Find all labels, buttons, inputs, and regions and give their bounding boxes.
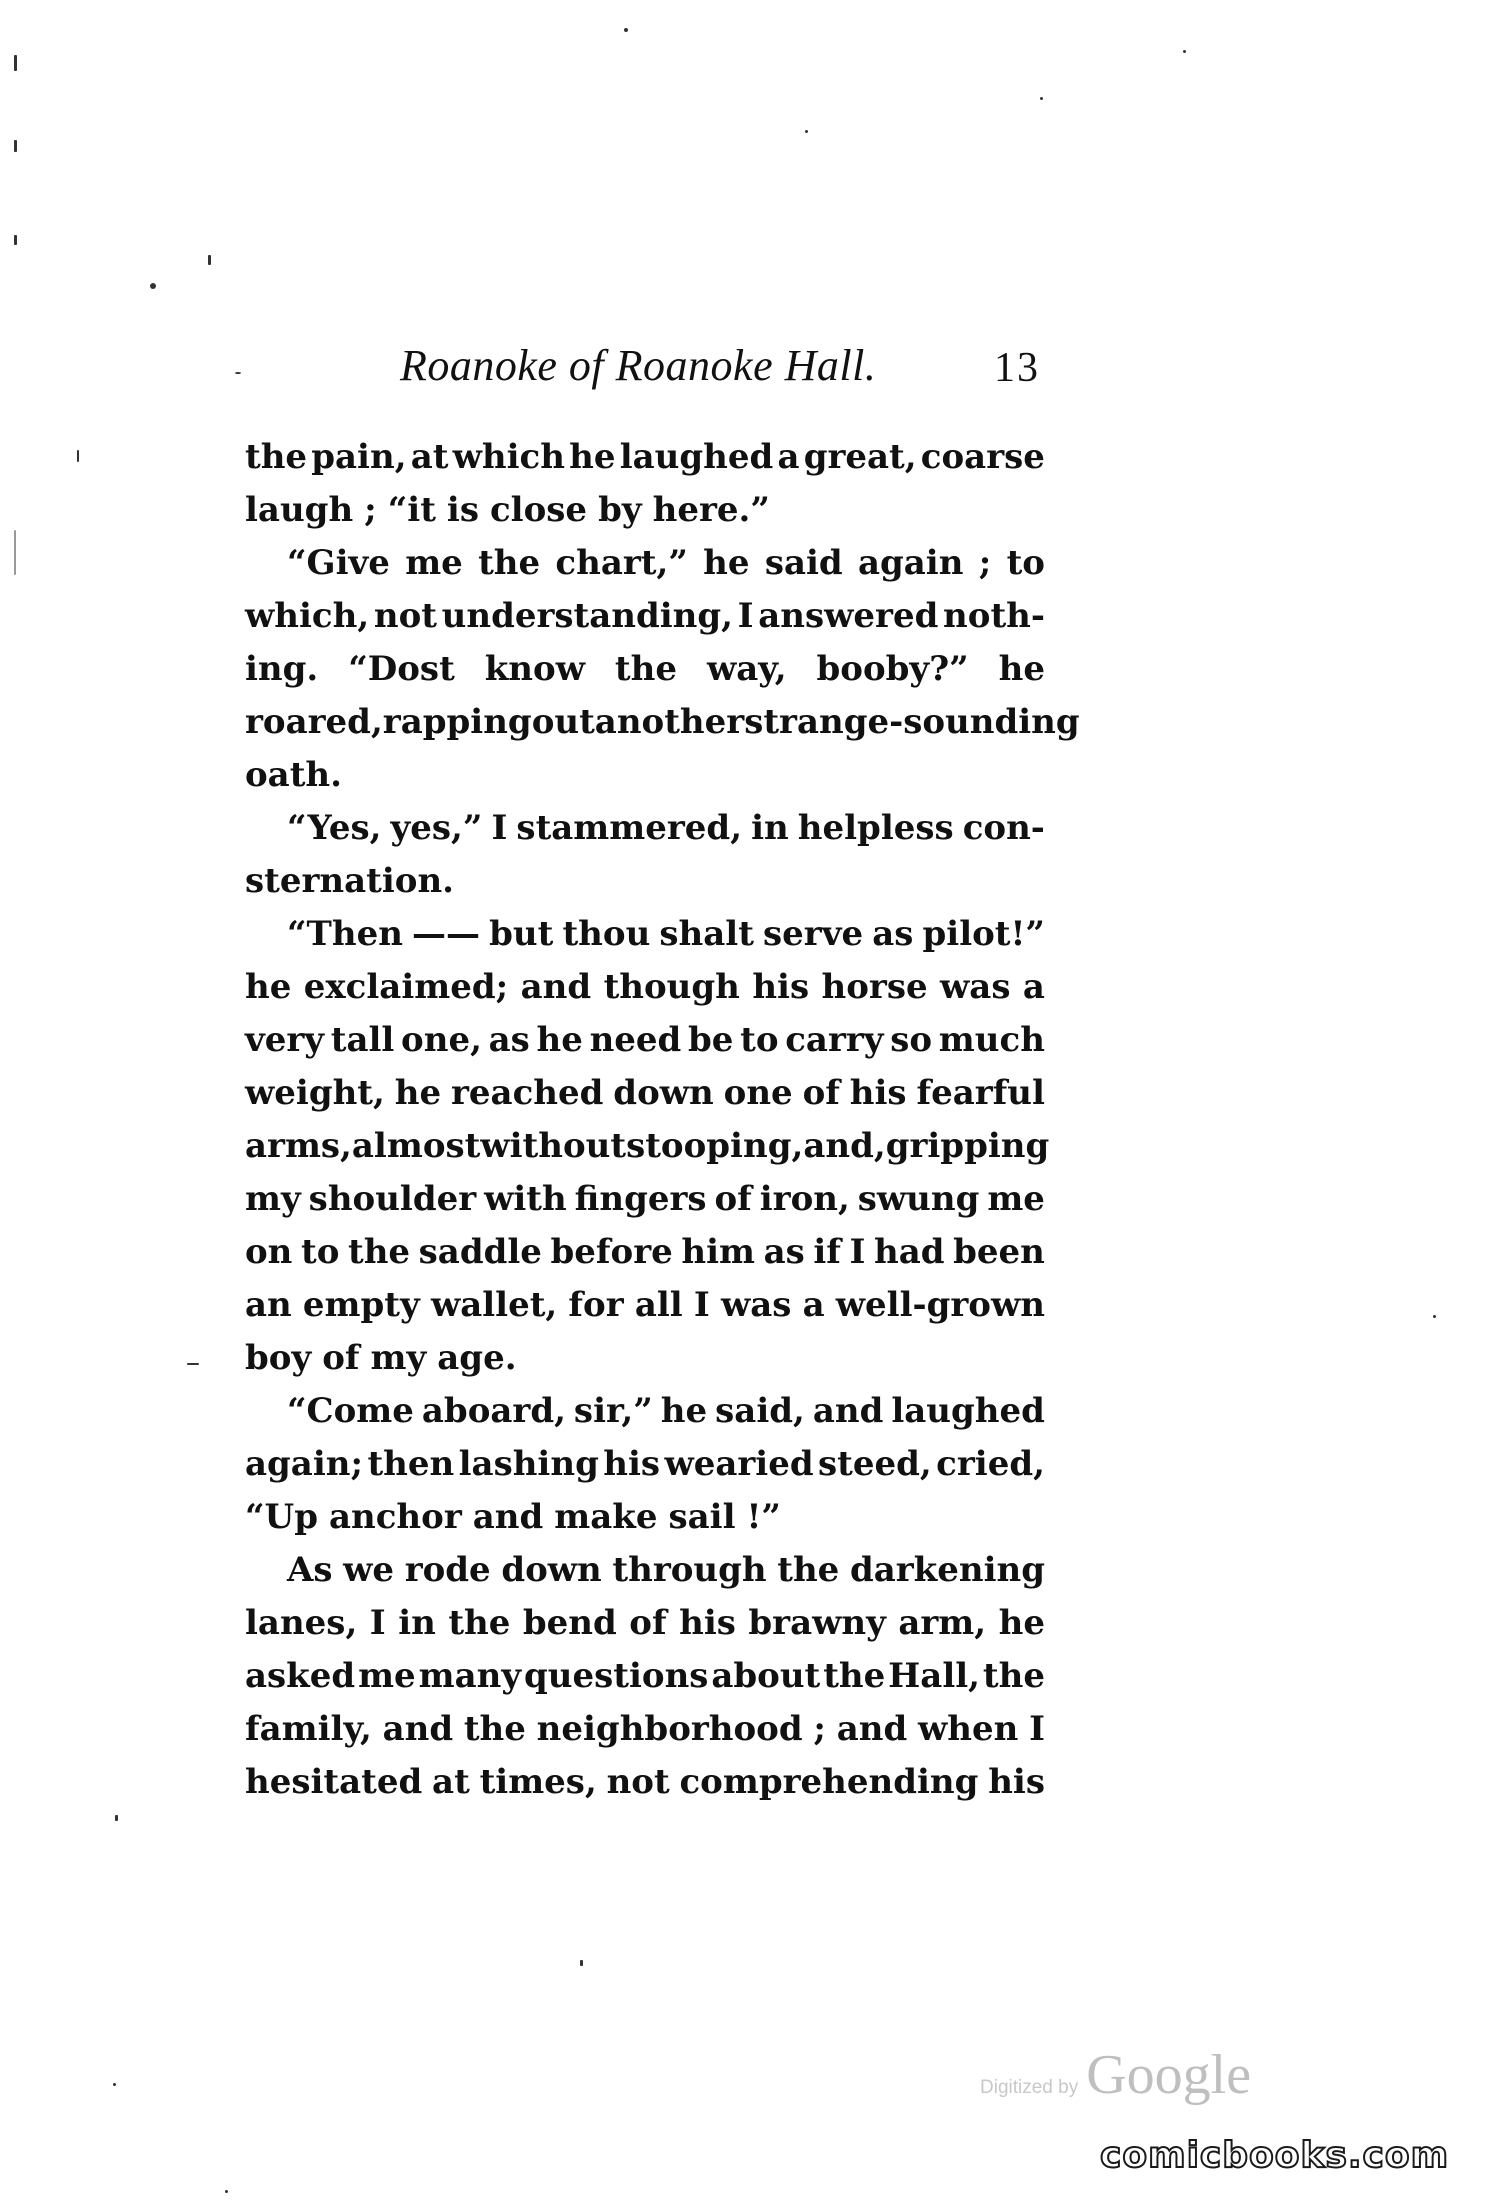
word: my — [370, 1338, 427, 1378]
word: !” — [746, 1497, 781, 1537]
word: for — [568, 1285, 624, 1325]
word: been — [953, 1232, 1045, 1272]
word: at — [432, 1762, 470, 1802]
google-logo: Google — [1086, 2044, 1252, 2106]
word: oath. — [245, 755, 342, 795]
word: stooping, — [626, 1126, 804, 1166]
text-line — [245, 1332, 1045, 1385]
scan-speck — [208, 255, 211, 265]
word: and — [812, 1391, 884, 1431]
scan-speck — [1433, 1315, 1436, 1318]
word: brawny — [748, 1603, 886, 1643]
word: which, — [245, 596, 370, 636]
text-line — [245, 1067, 1045, 1120]
text-line — [245, 1120, 1050, 1173]
text-line — [245, 1173, 1045, 1226]
word: the — [463, 1709, 526, 1749]
scan-speck — [113, 2083, 116, 2086]
scan-speck — [115, 1815, 118, 1821]
word: me — [987, 1179, 1045, 1219]
word: I — [849, 1232, 866, 1272]
scan-speck — [624, 28, 628, 32]
digitized-watermark — [980, 2043, 1251, 2107]
word: we — [343, 1550, 395, 1590]
word: he — [660, 1391, 708, 1431]
word: said — [764, 543, 843, 583]
word: coarse — [920, 437, 1045, 477]
running-title: Roanoke of Roanoke Hall. — [400, 341, 877, 390]
word: close — [489, 490, 588, 530]
word: well-grown — [835, 1285, 1045, 1325]
word: so — [890, 1020, 933, 1060]
word: way, — [706, 649, 787, 689]
word: iron, — [759, 1179, 850, 1219]
word: to — [740, 1020, 779, 1060]
body-text — [245, 431, 1080, 1809]
word: down — [613, 1073, 714, 1113]
scan-speck — [235, 372, 241, 374]
word: in — [751, 808, 789, 848]
word: arm, — [898, 1603, 987, 1643]
word: but — [489, 914, 554, 954]
word: ; — [364, 490, 377, 530]
word: pilot!” — [922, 914, 1045, 954]
word: which — [452, 437, 565, 477]
page-number: 13 — [994, 345, 1040, 391]
word: times, — [479, 1762, 597, 1802]
word: he — [536, 1020, 583, 1060]
word: sail — [668, 1497, 736, 1537]
word: as — [488, 1020, 530, 1060]
word: serve — [763, 914, 864, 954]
scan-speck — [187, 1363, 199, 1365]
word: as — [872, 914, 914, 954]
word: con- — [962, 808, 1045, 848]
word: him — [681, 1232, 755, 1272]
scan-speck — [14, 235, 17, 245]
word: the — [823, 1656, 886, 1696]
word: steed, — [818, 1444, 932, 1484]
word: neighborhood — [536, 1709, 803, 1749]
word: the — [448, 1603, 511, 1643]
word: said, — [715, 1391, 805, 1431]
word: and, — [803, 1126, 886, 1166]
word: be — [688, 1020, 734, 1060]
word: chart,” — [555, 543, 688, 583]
word: —— — [412, 914, 481, 954]
word: of — [714, 1179, 752, 1219]
word: was — [940, 967, 1011, 1007]
word: great, — [803, 437, 917, 477]
text-line — [245, 484, 1045, 537]
word: and — [472, 1497, 544, 1537]
word: he — [245, 967, 292, 1007]
word: roared, — [245, 702, 383, 742]
scan-speck — [1040, 97, 1043, 100]
word: on — [245, 1232, 293, 1272]
word: helpless — [797, 808, 954, 848]
word: ing. — [245, 649, 319, 689]
text-line — [245, 1491, 1045, 1544]
text-line — [245, 855, 1045, 908]
word: his — [679, 1603, 736, 1643]
word: empty — [302, 1285, 420, 1325]
text-line — [245, 1544, 1045, 1597]
text-line — [245, 431, 1045, 484]
word: sir,” — [573, 1391, 653, 1431]
word: I — [737, 596, 754, 636]
word: darkening — [849, 1550, 1045, 1590]
word: one — [723, 1073, 793, 1113]
word: know — [484, 649, 585, 689]
word: I — [693, 1285, 710, 1325]
word: “it — [387, 490, 436, 530]
word: weight, — [245, 1073, 385, 1113]
word: many — [418, 1656, 522, 1696]
word: “Dost — [348, 649, 455, 689]
word: I — [369, 1603, 386, 1643]
word: a — [802, 1285, 825, 1325]
word: boy — [245, 1338, 312, 1378]
text-line — [245, 590, 1045, 643]
word: arms, — [245, 1126, 352, 1166]
word: “Up — [245, 1497, 318, 1537]
text-line — [245, 696, 1080, 749]
word: anchor — [328, 1497, 462, 1537]
word: “Then — [287, 914, 403, 954]
word: about — [711, 1656, 821, 1696]
word: carry — [785, 1020, 884, 1060]
word: pain, — [311, 437, 407, 477]
word: comprehending — [679, 1762, 979, 1802]
word: and — [520, 967, 592, 1007]
word: almost — [351, 1126, 481, 1166]
scan-speck — [805, 130, 808, 133]
word: he — [998, 649, 1045, 689]
word: I — [491, 808, 508, 848]
word: rapping — [382, 702, 532, 742]
word: again — [857, 543, 964, 583]
text-line — [245, 1014, 1045, 1067]
word: with — [484, 1179, 567, 1219]
word: make — [554, 1497, 658, 1537]
word: if — [813, 1232, 841, 1272]
word: here.” — [652, 490, 770, 530]
word: age. — [437, 1338, 517, 1378]
word: fearful — [916, 1073, 1045, 1113]
word: an — [245, 1285, 292, 1325]
word: thou — [562, 914, 651, 954]
word: not — [606, 1762, 670, 1802]
text-line — [245, 802, 1045, 855]
word: aboard, — [421, 1391, 566, 1431]
word: lashing — [458, 1444, 599, 1484]
word: not — [373, 596, 437, 636]
word: saddle — [418, 1232, 542, 1272]
text-line — [245, 1650, 1045, 1703]
scan-speck — [14, 530, 16, 575]
text-line — [245, 537, 1045, 590]
word: his — [849, 1073, 907, 1113]
word: rode — [404, 1550, 491, 1590]
word: sternation. — [245, 861, 454, 901]
word: asked — [245, 1656, 356, 1696]
word: he — [703, 543, 750, 583]
word: gripping — [885, 1126, 1050, 1166]
text-line — [245, 1756, 1045, 1809]
word: had — [874, 1232, 945, 1272]
word: bend — [522, 1603, 617, 1643]
word: shoulder — [308, 1179, 477, 1219]
word: Hall, — [888, 1656, 980, 1696]
word: wallet, — [430, 1285, 558, 1325]
word: then — [367, 1444, 455, 1484]
text-line — [245, 1279, 1045, 1332]
word: answered — [758, 596, 939, 636]
word: was — [720, 1285, 792, 1325]
text-line — [245, 1703, 1045, 1756]
word: stammered, — [516, 808, 743, 848]
word: of — [802, 1073, 840, 1113]
word: laughed — [619, 437, 774, 477]
word: “Yes, — [287, 808, 382, 848]
word: down — [501, 1550, 602, 1590]
word: cried, — [936, 1444, 1045, 1484]
scan-speck — [580, 1960, 583, 1966]
word: the — [347, 1232, 411, 1272]
site-stamp: comicbooks.com — [1100, 2135, 1450, 2176]
word: before — [550, 1232, 673, 1272]
word: very — [245, 1020, 325, 1060]
text-line — [245, 1385, 1045, 1438]
word: again; — [245, 1444, 364, 1484]
word: tall — [330, 1020, 395, 1060]
word: as — [763, 1232, 805, 1272]
word: through — [612, 1550, 767, 1590]
word: “Give — [287, 543, 390, 583]
word: all — [634, 1285, 683, 1325]
word: laughed — [891, 1391, 1045, 1431]
word: at — [410, 437, 449, 477]
text-line — [245, 1438, 1045, 1491]
word: though — [603, 967, 740, 1007]
word: strange-sounding — [744, 702, 1080, 742]
text-line — [245, 908, 1045, 961]
word: his — [752, 967, 810, 1007]
scan-speck — [14, 55, 17, 71]
word: swung — [857, 1179, 980, 1219]
word: the — [478, 543, 541, 583]
word: he — [569, 437, 616, 477]
scan-speck — [1183, 50, 1186, 53]
word: a — [1022, 967, 1045, 1007]
word: my — [245, 1179, 301, 1219]
word: one, — [401, 1020, 482, 1060]
word: is — [446, 490, 479, 530]
word: in — [398, 1603, 436, 1643]
word: booby?” — [816, 649, 969, 689]
word: laugh — [245, 490, 354, 530]
word: without — [480, 1126, 627, 1166]
word: fingers — [574, 1179, 707, 1219]
word: me — [358, 1656, 416, 1696]
word: exclaimed; — [303, 967, 509, 1007]
word: As — [287, 1550, 333, 1590]
running-head — [400, 340, 1040, 400]
word: hesitated — [245, 1762, 423, 1802]
word: and — [836, 1709, 908, 1749]
scan-speck — [150, 283, 156, 289]
word: family, — [245, 1709, 372, 1749]
word: when — [917, 1709, 1019, 1749]
digitized-label: Digitized by — [980, 2077, 1079, 2098]
word: understanding, — [441, 596, 733, 636]
word: the — [982, 1656, 1045, 1696]
word: horse — [821, 967, 928, 1007]
text-line — [245, 749, 1045, 802]
word: he — [394, 1073, 442, 1113]
word: of — [629, 1603, 667, 1643]
word: wearied — [664, 1444, 814, 1484]
word: I — [1029, 1709, 1045, 1749]
word: his — [988, 1762, 1045, 1802]
word: of — [322, 1338, 360, 1378]
word: the — [614, 649, 677, 689]
word: “Come — [287, 1391, 414, 1431]
word: he — [998, 1603, 1045, 1643]
word: to — [301, 1232, 340, 1272]
word: me — [405, 543, 463, 583]
word: out — [531, 702, 595, 742]
text-line — [245, 643, 1045, 696]
word: lanes, — [245, 1603, 358, 1643]
scan-speck — [77, 450, 79, 462]
word: ; — [813, 1709, 826, 1749]
word: shalt — [659, 914, 754, 954]
word: a — [777, 437, 800, 477]
text-line — [245, 1597, 1045, 1650]
word: need — [589, 1020, 682, 1060]
word: another — [594, 702, 745, 742]
scan-speck — [14, 140, 17, 152]
word: and — [382, 1709, 454, 1749]
word: by — [598, 490, 642, 530]
word: yes,” — [390, 808, 483, 848]
word: the — [245, 437, 308, 477]
word: his — [603, 1444, 661, 1484]
word: questions — [524, 1656, 709, 1696]
scan-speck — [225, 2190, 228, 2193]
word: reached — [451, 1073, 604, 1113]
text-line — [245, 961, 1045, 1014]
word: to — [1006, 543, 1045, 583]
word: much — [938, 1020, 1045, 1060]
word: the — [777, 1550, 840, 1590]
word: noth- — [943, 596, 1045, 636]
text-line — [245, 1226, 1045, 1279]
word: ; — [978, 543, 992, 583]
